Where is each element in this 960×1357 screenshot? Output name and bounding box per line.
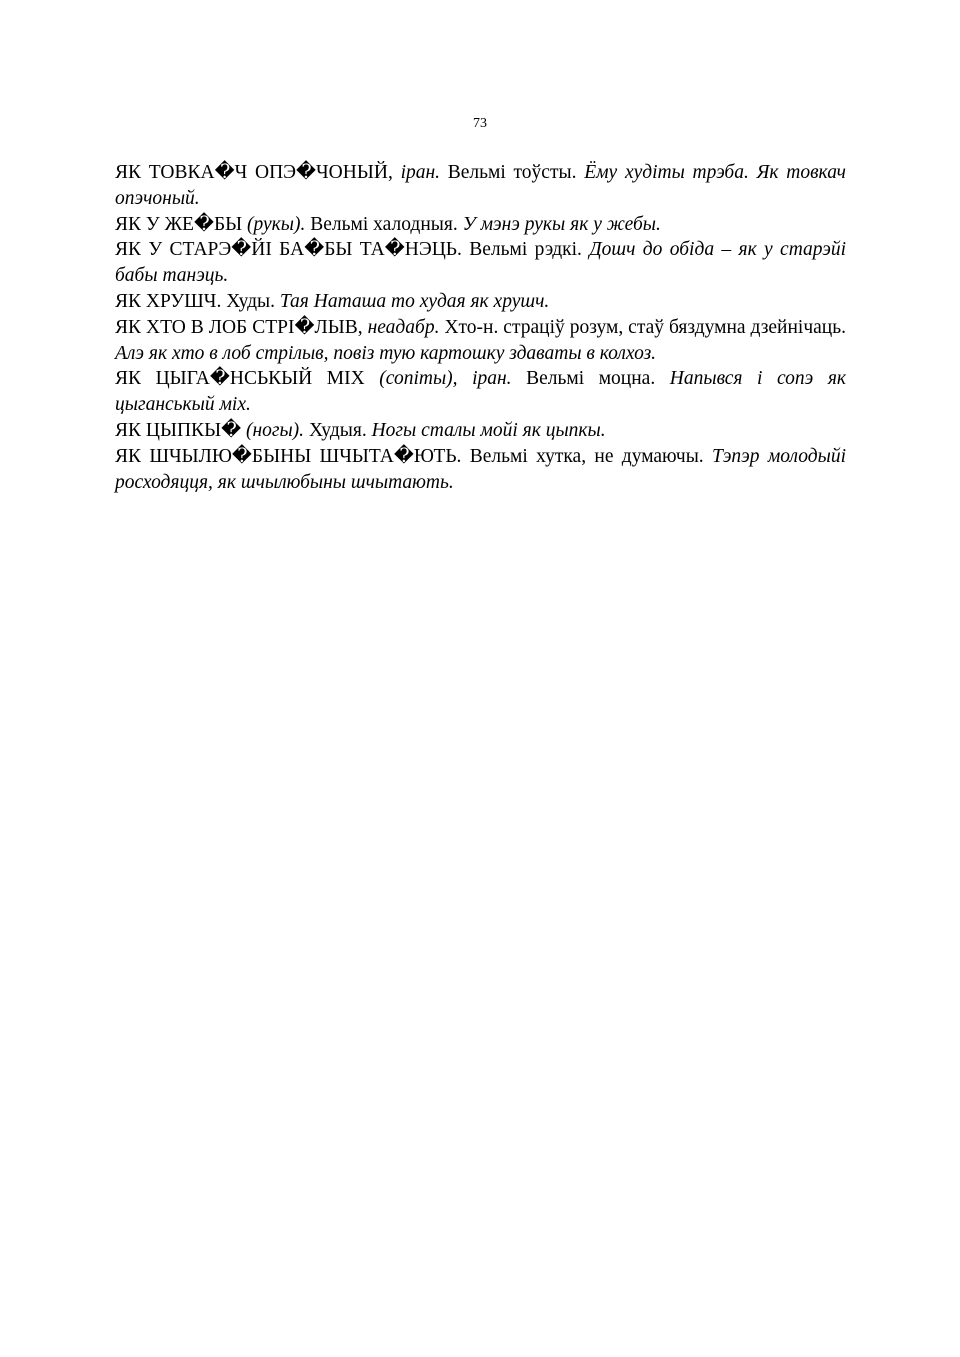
entry-definition: Вельмі моцна. <box>526 368 656 390</box>
dictionary-entry <box>115 315 846 367</box>
entry-example: Дошч до обіда – як у старэйі бабы танэць. <box>115 239 847 287</box>
dictionary-entry <box>115 237 846 289</box>
entry-example: Ёму худіты трэба. Як товкач опэчоный. <box>115 162 846 209</box>
entry-grammar-note: неадабр. <box>367 316 440 338</box>
entry-definition: Худы. <box>226 290 276 312</box>
entry-headword: ЯК У СТАРЭ�ЙІ БА�БЫ ТА�НЭЦЬ. <box>115 239 462 261</box>
entry-example: Ногы сталы мойі як цыпкы. <box>371 419 606 441</box>
dictionary-entry <box>115 418 846 444</box>
dictionary-entry <box>115 366 846 418</box>
entry-headword: ЯК ШЧЫЛЮ�БЫНЫ ШЧЫТА�ЮТЬ. <box>115 445 462 467</box>
entry-definition: Вельмі рэдкі. <box>469 239 582 261</box>
entry-grammar-note: (рукы). <box>247 213 306 235</box>
entry-headword: ЯК У ЖЕ�БЫ <box>115 213 243 235</box>
entry-example: У мэнэ рукы як у жебы. <box>462 213 661 235</box>
entry-definition: Худыя. <box>308 419 367 441</box>
entry-example: Тая Наташа то худая як хрушч. <box>279 290 550 312</box>
entry-definition: Вельмі тоўсты. <box>447 162 577 183</box>
entry-headword: ЯК ХТО В ЛОБ СТРІ�ЛЫВ, <box>115 316 363 338</box>
dictionary-entry <box>115 212 846 238</box>
dictionary-entry <box>115 444 846 496</box>
entry-headword: ЯК ТОВКА�Ч ОПЭ�ЧОНЫЙ, <box>115 162 393 183</box>
entry-grammar-note: (сопіты), іран. <box>379 368 512 390</box>
entry-definition: Вельмі халодныя. <box>310 213 458 235</box>
dictionary-entries <box>115 160 846 495</box>
entry-definition: Хто-н. страціў розум, стаў бяздумна дзейнічаць. <box>444 316 847 338</box>
dictionary-entry <box>115 289 846 315</box>
entry-grammar-note: (ногы). <box>245 419 305 441</box>
dictionary-entry <box>115 160 846 212</box>
entry-headword: ЯК ХРУШЧ. <box>115 290 222 312</box>
entry-definition: Вельмі хутка, не думаючы. <box>469 445 704 467</box>
entry-headword: ЯК ЦЫПКЫ� <box>115 419 242 441</box>
entry-example: Алэ як хто в лоб стрілыв, повіз тую картошку здаваты в колхоз. <box>115 342 657 364</box>
entry-headword: ЯК ЦЫГА�НСЬКЫЙ МІХ <box>115 368 365 390</box>
entry-grammar-note: іран. <box>400 162 441 183</box>
entry-example: Тэпэр молодыйі росходяцця, як шчылюбыны шчытають. <box>115 445 847 493</box>
page-number: 73 <box>473 116 487 131</box>
entry-example: Напывся і сопэ як цыганськый міх. <box>115 368 847 416</box>
